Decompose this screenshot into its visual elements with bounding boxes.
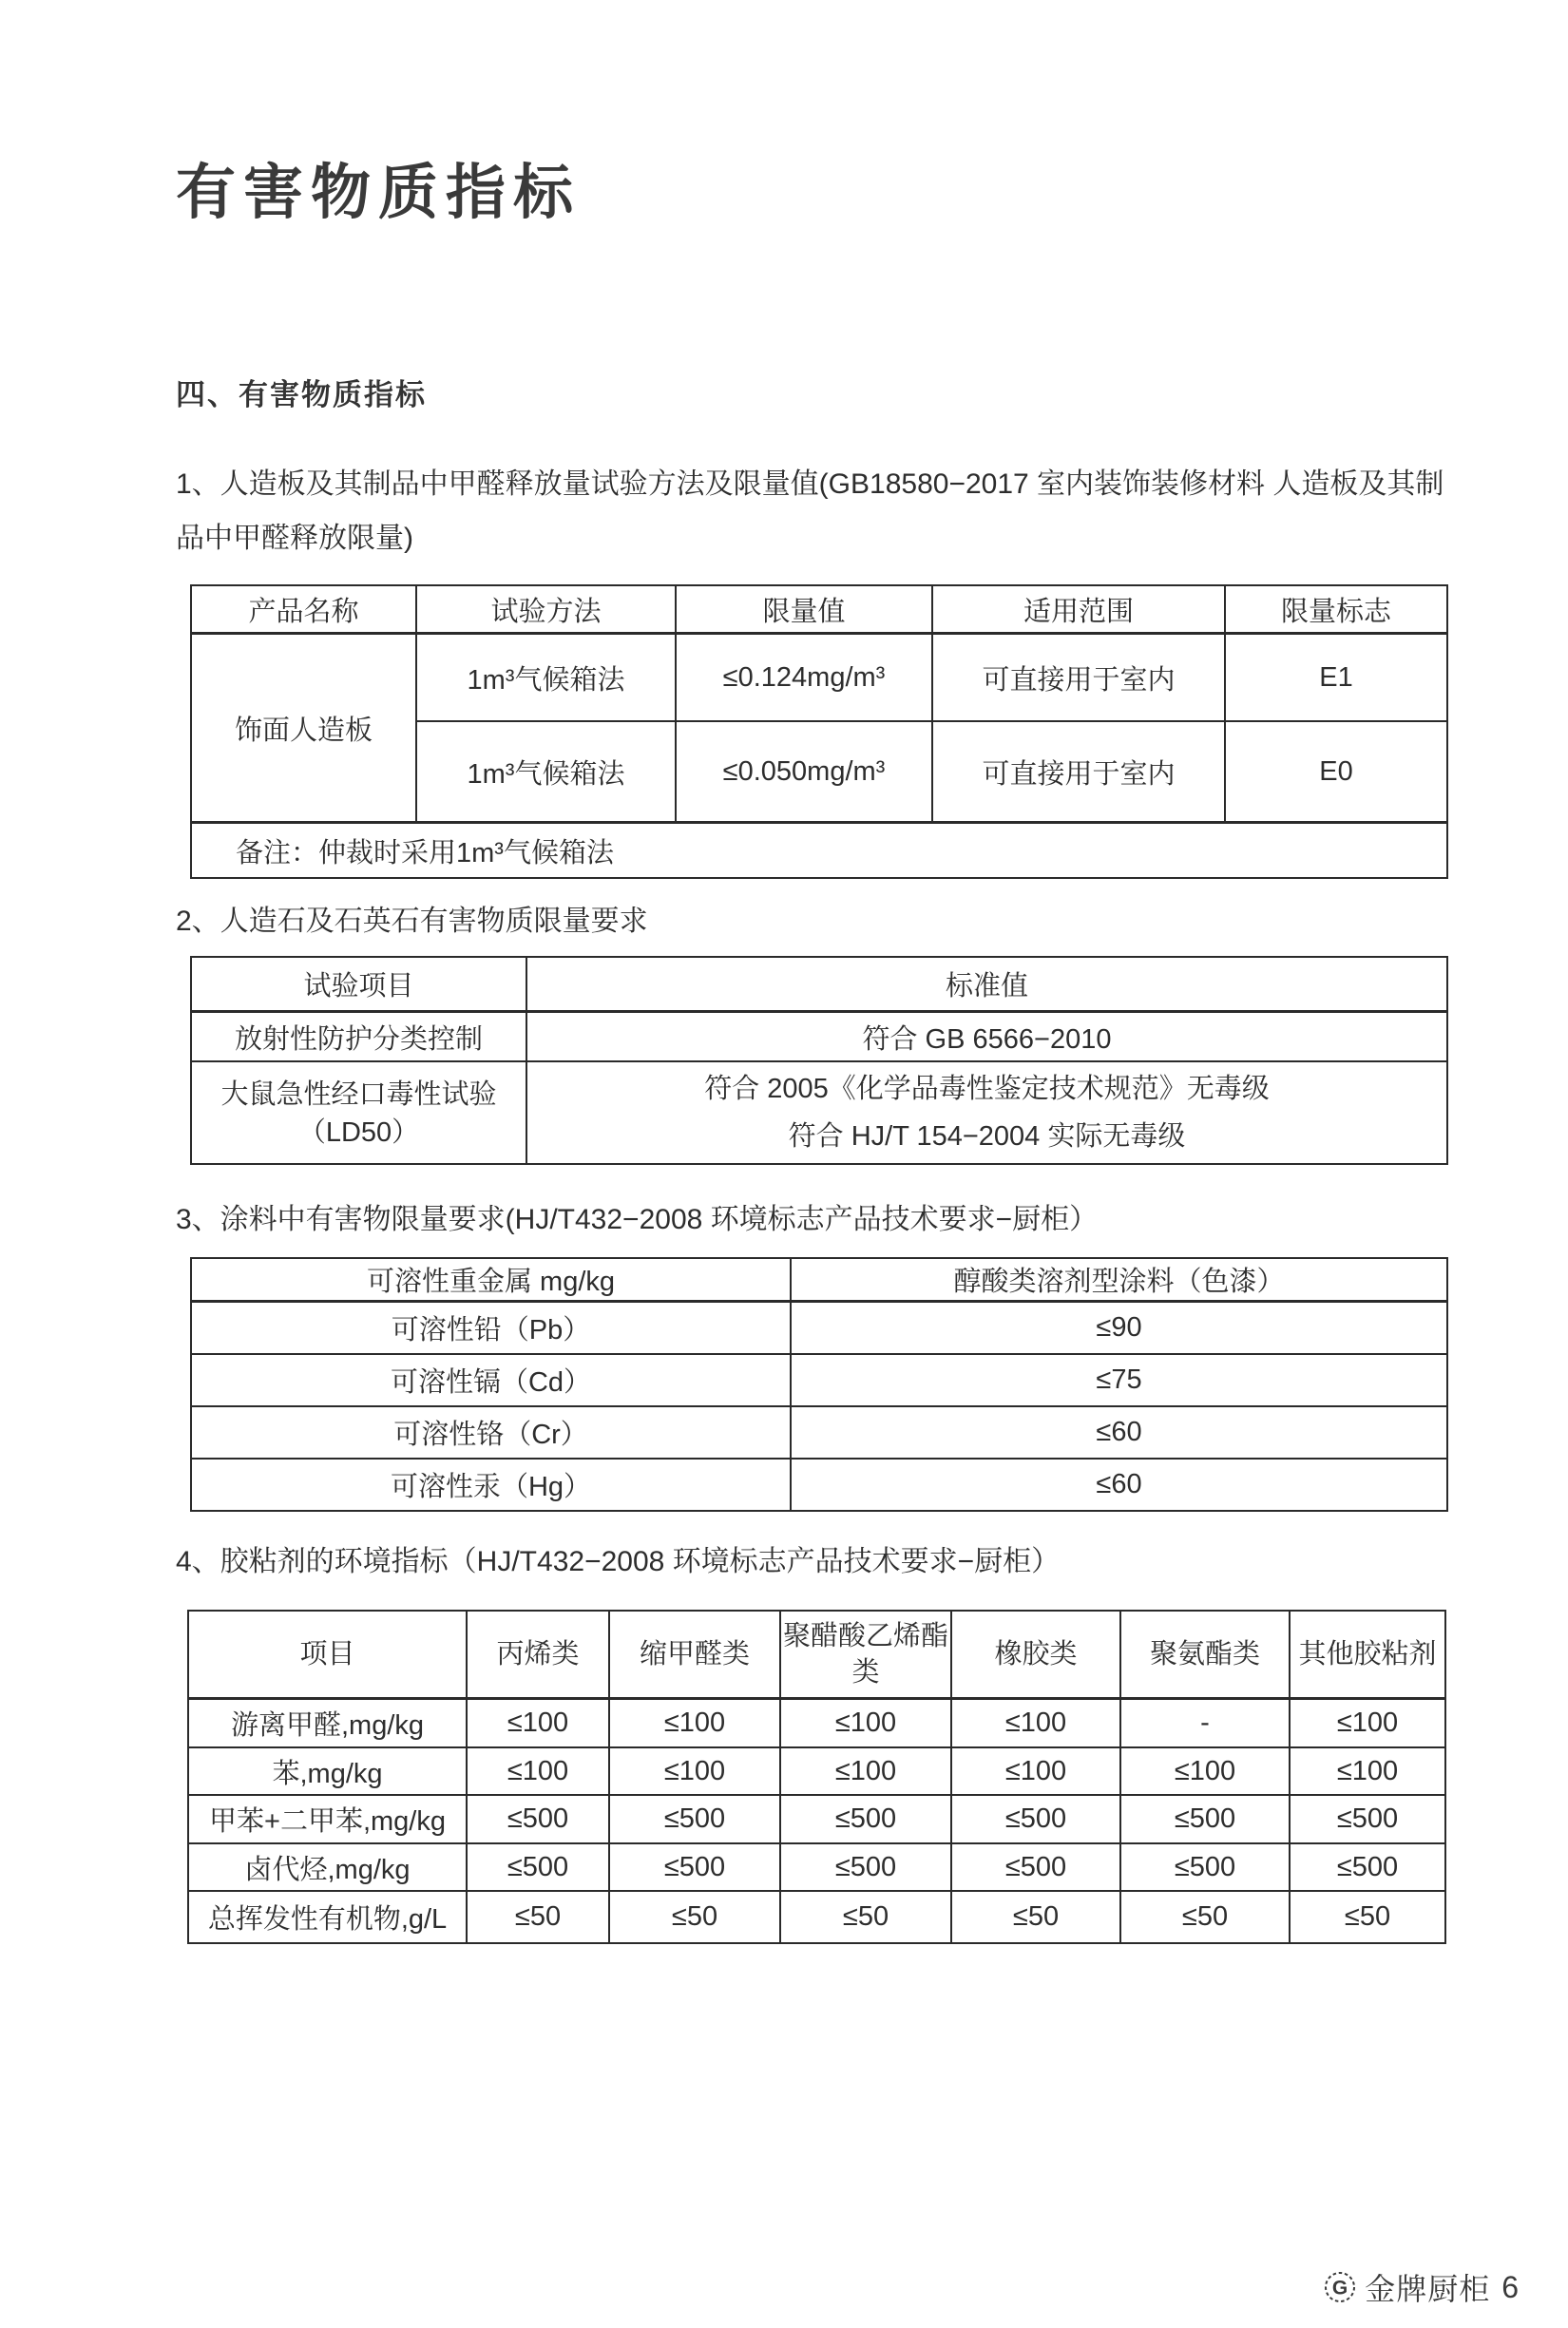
table-cell: ≤90 [791, 1302, 1447, 1355]
brand-name: 金牌厨柜 [1365, 2272, 1491, 2306]
table-cell: ≤500 [780, 1843, 951, 1891]
column-header: 橡胶类 [951, 1611, 1120, 1699]
table-cell: 可直接用于室内 [932, 634, 1225, 722]
table-row [191, 1459, 1447, 1511]
table-cell: 符合 GB 6566−2010 [526, 1012, 1447, 1062]
table-cell: 1m³气候箱法 [416, 634, 676, 722]
item2-heading: 2、人造石及石英石有害物质限量要求 [176, 906, 648, 937]
table-cell: ≤500 [467, 1843, 609, 1891]
table-cell: ≤500 [467, 1795, 609, 1843]
table-cell: ≤75 [791, 1354, 1447, 1406]
column-header: 丙烯类 [467, 1611, 609, 1699]
page-number: 6 [1501, 2269, 1519, 2304]
formaldehyde-limit-table [190, 584, 1448, 879]
table-cell: ≤50 [1120, 1891, 1290, 1943]
table-cell: ≤100 [1120, 1747, 1290, 1795]
table-row [191, 1354, 1447, 1406]
column-header: 聚氨酯类 [1120, 1611, 1290, 1699]
table-cell: ≤500 [951, 1795, 1120, 1843]
column-header: 醇酸类溶剂型涂料（色漆） [791, 1258, 1447, 1302]
table-cell: 放射性防护分类控制 [191, 1012, 526, 1062]
table-row [188, 1795, 1445, 1843]
row-label: 卤代烃,mg/kg [188, 1843, 467, 1891]
table-cell: 可溶性铅（Pb） [191, 1302, 791, 1355]
table-cell: ≤50 [951, 1891, 1120, 1943]
item4-heading: 4、胶粘剂的环境指标（HJ/T432−2008 环境标志产品技术要求−厨柜） [176, 1546, 1061, 1577]
table-row [188, 1891, 1445, 1943]
table-cell: ≤100 [467, 1699, 609, 1748]
table-cell: ≤50 [780, 1891, 951, 1943]
section-heading: 四、有害物质指标 [176, 378, 427, 411]
table-cell: 可溶性镉（Cd） [191, 1354, 791, 1406]
row-label: 苯,mg/kg [188, 1747, 467, 1795]
table-cell: ≤100 [609, 1747, 780, 1795]
table-cell: E1 [1225, 634, 1447, 722]
table-cell: 可直接用于室内 [932, 721, 1225, 823]
page-title: 有害物质指标 [176, 160, 581, 226]
table-cell: ≤100 [1290, 1747, 1445, 1795]
table-row [191, 1406, 1447, 1459]
coating-limit-table [190, 1257, 1448, 1512]
table-cell: ≤100 [467, 1747, 609, 1795]
table-cell: ≤50 [467, 1891, 609, 1943]
column-header: 聚醋酸乙烯酯类 [780, 1611, 951, 1699]
stone-limit-table [190, 956, 1448, 1165]
table-row [188, 1699, 1445, 1748]
item1-heading: 1、人造板及其制品中甲醛释放量试验方法及限量值(GB18580−2017 室内装饰装修材料 人造板及其制品中甲醛释放限量) [176, 468, 1444, 554]
table-cell: 1m³气候箱法 [416, 721, 676, 823]
column-header: 缩甲醛类 [609, 1611, 780, 1699]
cell-line: 符合 2005《化学品毒性鉴定技术规范》无毒级 [704, 1074, 1270, 1104]
table-cell: ≤0.050mg/m³ [676, 721, 932, 823]
row-label: 游离甲醛,mg/kg [188, 1699, 467, 1748]
cell-line: （LD50） [297, 1116, 420, 1148]
note-cell: 备注：仲裁时采用1m³气候箱法 [191, 823, 1447, 879]
table-cell: ≤60 [791, 1459, 1447, 1511]
brand-logo-icon [1323, 2270, 1357, 2304]
column-header: 适用范围 [932, 585, 1225, 634]
table-row [188, 1843, 1445, 1891]
cell-line: 大鼠急性经口毒性试验 [220, 1078, 497, 1110]
column-header: 试验项目 [191, 957, 526, 1012]
table-cell: ≤100 [951, 1747, 1120, 1795]
table-cell: ≤500 [1120, 1795, 1290, 1843]
row-label: 总挥发性有机物,g/L [188, 1891, 467, 1943]
logo-letter: G [1332, 2277, 1348, 2299]
table-cell: ≤500 [1120, 1843, 1290, 1891]
table-cell: ≤100 [609, 1699, 780, 1748]
table-cell: ≤100 [780, 1747, 951, 1795]
table-cell: 可溶性铬（Cr） [191, 1406, 791, 1459]
table-cell: ≤60 [791, 1406, 1447, 1459]
column-header: 可溶性重金属 mg/kg [191, 1258, 791, 1302]
table-row [191, 634, 1447, 722]
adhesive-limit-table [187, 1610, 1446, 1944]
table-cell: ≤500 [609, 1795, 780, 1843]
table-row [188, 1747, 1445, 1795]
table-cell [191, 1061, 526, 1164]
table-note-row [191, 823, 1447, 879]
table-cell: E0 [1225, 721, 1447, 823]
table-cell: ≤500 [609, 1843, 780, 1891]
table-row [191, 1012, 1447, 1062]
table-cell: ≤100 [1290, 1699, 1445, 1748]
column-header: 试验方法 [416, 585, 676, 634]
column-header: 其他胶粘剂 [1290, 1611, 1445, 1699]
table-cell: - [1120, 1699, 1290, 1748]
row-label: 甲苯+二甲苯,mg/kg [188, 1795, 467, 1843]
cell-line: 符合 HJ/T 154−2004 实际无毒级 [788, 1121, 1186, 1152]
table-cell: ≤50 [609, 1891, 780, 1943]
column-header: 限量标志 [1225, 585, 1447, 634]
table-row [191, 1302, 1447, 1355]
table-cell: ≤500 [951, 1843, 1120, 1891]
table-cell: 可溶性汞（Hg） [191, 1459, 791, 1511]
column-header: 标准值 [526, 957, 1447, 1012]
item3-heading: 3、涂料中有害物限量要求(HJ/T432−2008 环境标志产品技术要求−厨柜） [176, 1204, 1099, 1235]
table-cell: ≤100 [780, 1699, 951, 1748]
table-cell [526, 1061, 1447, 1164]
table-cell: ≤500 [780, 1795, 951, 1843]
column-header: 项目 [188, 1611, 467, 1699]
table-row [191, 1061, 1447, 1164]
column-header: 限量值 [676, 585, 932, 634]
table-cell: ≤0.124mg/m³ [676, 634, 932, 722]
table-cell: ≤500 [1290, 1843, 1445, 1891]
page-footer [1323, 2265, 1519, 2309]
column-header: 产品名称 [191, 585, 416, 634]
product-name-cell: 饰面人造板 [191, 634, 416, 823]
table-cell: ≤100 [951, 1699, 1120, 1748]
table-cell: ≤50 [1290, 1891, 1445, 1943]
table-cell: ≤500 [1290, 1795, 1445, 1843]
